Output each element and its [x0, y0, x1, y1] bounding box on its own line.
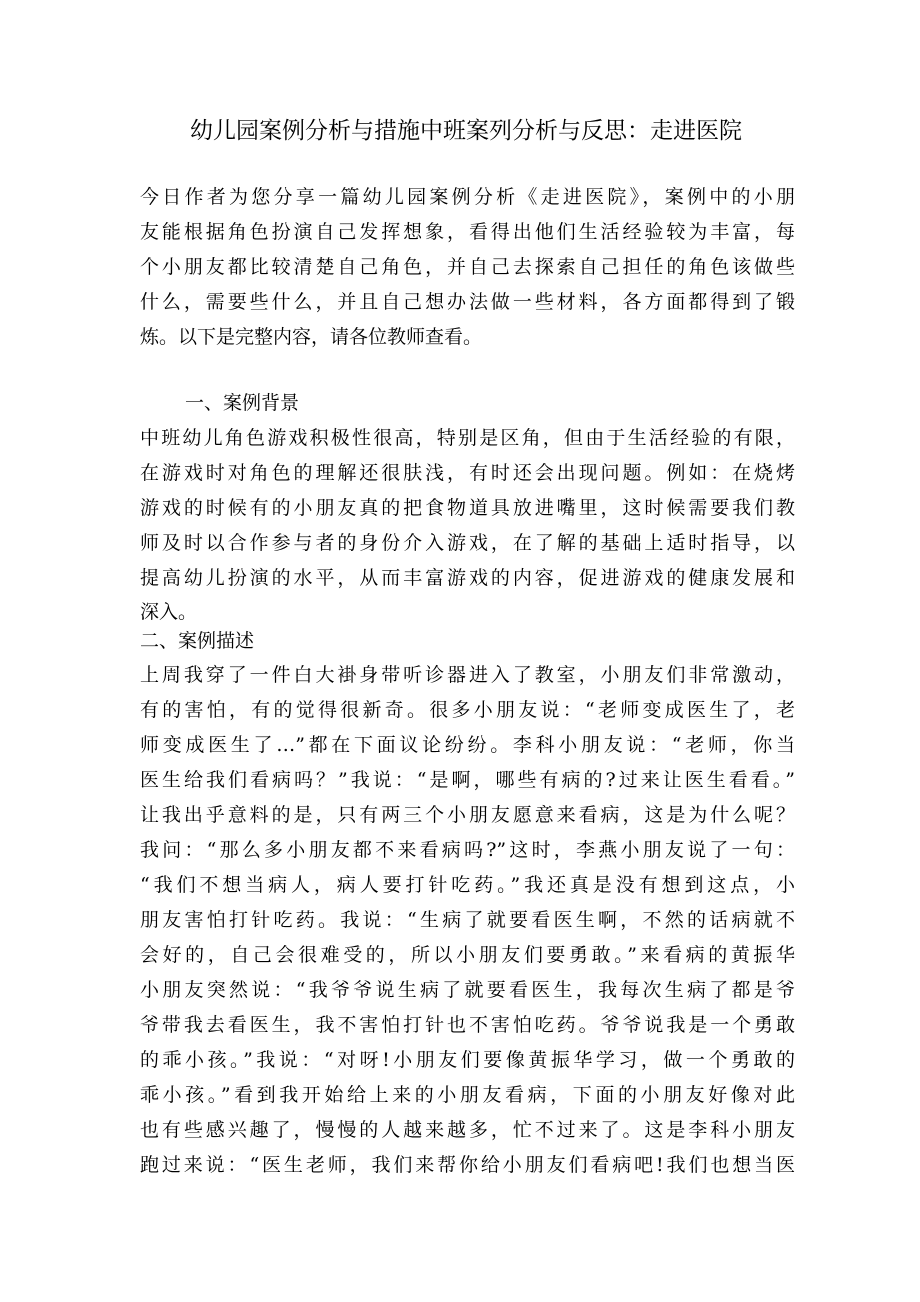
section2-line: 的乖小孩。”我说：“对呀!小朋友们要像黄振华学习，做一个勇敢的: [140, 1049, 795, 1071]
section1-line: 在游戏时对角色的理解还很肤浅，有时还会出现问题。例如：在烧烤: [140, 462, 795, 484]
intro-line: 个小朋友都比较清楚自己角色，并自己去探索自己担任的角色该做些: [140, 256, 795, 278]
section2-line: 乖小孩。”看到我开始给上来的小朋友看病，下面的小朋友好像对此: [140, 1084, 795, 1106]
section2-line: 我问：“那么多小朋友都不来看病吗?”这时，李燕小朋友说了一句：: [140, 839, 795, 861]
intro-line: 今日作者为您分享一篇幼儿园案例分析《走进医院》，案例中的小朋: [140, 186, 795, 208]
section2-line: 也有些感兴趣了，慢慢的人越来越多，忙不过来了。这是李科小朋友: [140, 1119, 795, 1141]
section2-line: 有的害怕，有的觉得很新奇。很多小朋友说：“老师变成医生了，老: [140, 699, 795, 721]
section2-line: 上周我穿了一件白大褂身带听诊器进入了教室，小朋友们非常激动，: [140, 664, 795, 686]
section-heading-background: 一、案例背景: [185, 392, 300, 414]
section1-line: 师及时以合作参与者的身份介入游戏，在了解的基础上适时指导，以: [140, 532, 795, 554]
section2-line: 医生给我们看病吗？”我说：“是啊，哪些有病的?过来让医生看看。”: [140, 769, 795, 791]
section2-line: 朋友害怕打针吃药。我说：“生病了就要看医生啊，不然的话病就不: [140, 909, 795, 931]
section1-line: 深入。: [140, 601, 198, 623]
section2-line: 让我出乎意料的是，只有两三个小朋友愿意来看病，这是为什么呢？: [140, 804, 795, 826]
section-heading-description: 二、案例描述: [140, 630, 255, 652]
section1-line: 中班幼儿角色游戏积极性很高，特别是区角，但由于生活经验的有限，: [140, 427, 795, 449]
section2-line: 小朋友突然说：“我爷爷说生病了就要看医生，我每次生病了都是爷: [140, 979, 795, 1001]
section2-line: “我们不想当病人，病人要打针吃药。”我还真是没有想到这点，小: [140, 874, 795, 896]
document-title: 幼儿园案例分析与措施中班案列分析与反思：走进医院: [190, 118, 742, 144]
intro-line: 友能根据角色扮演自己发挥想象，看得出他们生活经验较为丰富，每: [140, 221, 795, 243]
section1-line: 游戏的时候有的小朋友真的把食物道具放进嘴里，这时候需要我们教: [140, 497, 795, 519]
section2-line: 师变成医生了…”都在下面议论纷纷。李科小朋友说：“老师，你当: [140, 734, 795, 756]
section2-line: 跑过来说：“医生老师，我们来帮你给小朋友们看病吧!我们也想当医: [140, 1154, 795, 1176]
intro-line: 什么，需要些什么，并且自己想办法做一些材料，各方面都得到了锻: [140, 291, 795, 313]
section1-line: 提高幼儿扮演的水平，从而丰富游戏的内容，促进游戏的健康发展和: [140, 567, 795, 589]
intro-line: 炼。以下是完整内容，请各位教师查看。: [140, 326, 483, 348]
section2-line: 爷带我去看医生，我不害怕打针也不害怕吃药。爷爷说我是一个勇敢: [140, 1014, 795, 1036]
section2-line: 会好的，自己会很难受的，所以小朋友们要勇敢。”来看病的黄振华: [140, 944, 795, 966]
